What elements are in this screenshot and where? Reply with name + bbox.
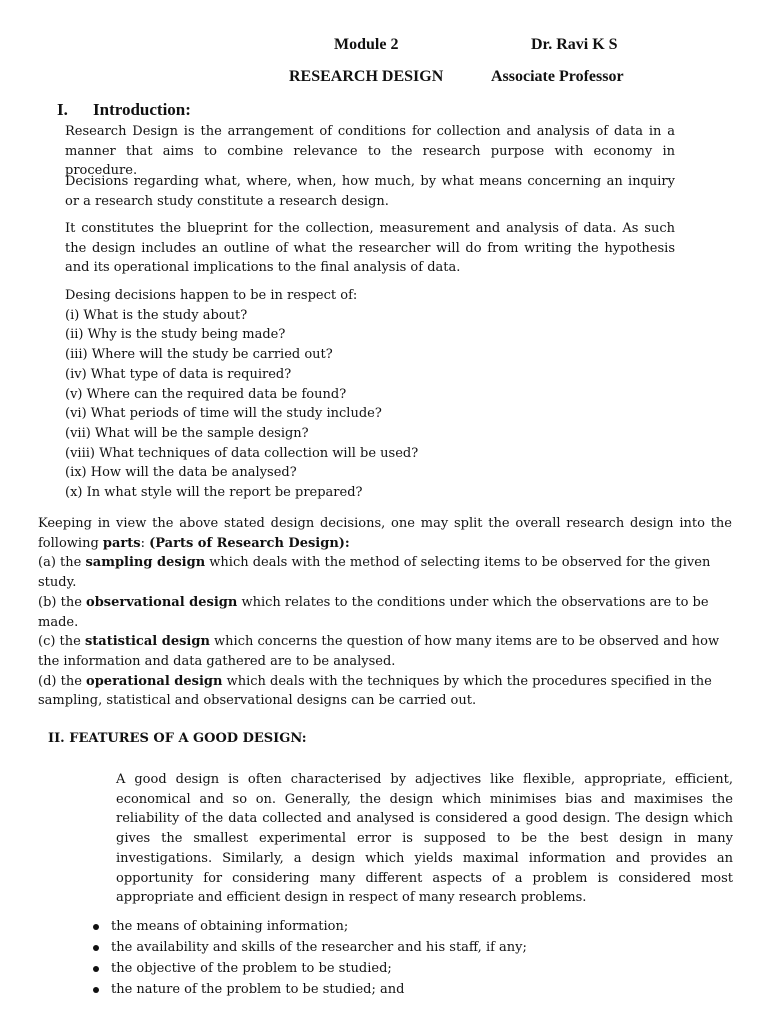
section1-heading: Introduction: [93, 100, 191, 119]
part-name: statistical design [84, 634, 210, 650]
question-item: (iii) Where will the study be carried out? [65, 347, 333, 363]
list-item [89, 979, 729, 1000]
parts-section [38, 514, 732, 711]
question-item: (x) In what style will the report be prepared? [65, 485, 363, 501]
list-item [89, 937, 729, 958]
part-description: which deals with the techniques by which the procedures specified in the sampling, statistical and observational designs can be carried out. [38, 673, 712, 709]
part-item-statistical [38, 632, 732, 671]
bullet-icon [93, 987, 99, 993]
question-item: (vii) What will be the sample design? [65, 425, 309, 441]
part-name: operational design [86, 673, 223, 689]
list-item [89, 916, 729, 937]
parts-bold-word: parts [102, 535, 141, 551]
document-title: RESEARCH DESIGN [289, 68, 444, 85]
author-name: Dr. Ravi K S [531, 36, 618, 53]
part-name: sampling design [85, 555, 206, 571]
decisions-intro: Desing decisions happen to be in respect of: [65, 288, 358, 303]
features-paragraph [116, 770, 733, 908]
features-paragraph-text: A good design is often characterised by adjectives like flexible, appropriate, efficient, economical and so on. Generally, the design which minimises bias and maximises the reliability of the data collected and analysed is considered a good design. The design which gives the smallest experimental error is supposed to be the best design in many investigations. Similarly, a design which yields maximal information and provides an opportunity for considering many different aspects of a problem is considered most appropriate and efficient design in respect of many research problems. [116, 772, 733, 906]
question-item: (ii) Why is the study being made? [65, 327, 286, 343]
part-prefix: (b) the [38, 594, 87, 610]
parts-intro [38, 514, 732, 553]
intro-p1-text: Research Design is the arrangement of conditions for collection and analysis of data in a manner that aims to combine relevance to the research purpose with economy in procedure. [65, 124, 675, 179]
section1-number: I. [57, 100, 68, 119]
bullet-text: the nature of the problem to be studied; and [111, 982, 405, 997]
part-item-observational [38, 593, 732, 632]
part-description: which concerns the question of how many items are to be observed and how the information and data gathered are to be analysed. [38, 634, 720, 669]
part-prefix: (a) the [38, 555, 86, 571]
question-item: (i) What is the study about? [65, 307, 248, 323]
section2-heading: II. FEATURES OF A GOOD DESIGN: [48, 731, 307, 746]
parts-intro-text: Keeping in view the above stated design decisions, one may split the overall research design into the following [38, 516, 732, 551]
bullet-text: the objective of the problem to be studied; [111, 961, 392, 976]
bullet-icon [93, 924, 99, 930]
author-position: Associate Professor [491, 68, 624, 85]
parts-intro-sep: : [140, 535, 150, 551]
bullet-icon [93, 945, 99, 951]
part-description: which deals with the method of selecting items to be observed for the given study. [38, 555, 711, 591]
intro-paragraph-2 [65, 172, 675, 211]
intro-paragraph-3 [65, 219, 675, 278]
bullet-text: the availability and skills of the researcher and his staff, if any; [111, 940, 527, 955]
part-item-sampling [38, 553, 732, 592]
question-item: (ix) How will the data be analysed? [65, 465, 297, 481]
bullet-icon [93, 966, 99, 972]
part-prefix: (d) the [38, 673, 87, 689]
part-item-operational [38, 672, 732, 711]
features-bullet-list [89, 916, 729, 1000]
module-label: Module 2 [334, 36, 399, 53]
design-decisions-list [65, 286, 685, 503]
bullet-text: the means of obtaining information; [111, 919, 349, 934]
part-description: which relates to the conditions under which the observations are to be made. [38, 594, 709, 630]
intro-p3-text: It constitutes the blueprint for the collection, measurement and analysis of data. As such the design includes an outline of what the researcher will do from writing the hypothesis and its operational implications to the final analysis of data. [65, 221, 675, 276]
question-item: (v) Where can the required data be found? [65, 386, 347, 402]
part-prefix: (c) the [38, 634, 85, 650]
list-item [89, 958, 729, 979]
parts-bold-heading: (Parts of Research Design): [149, 535, 350, 551]
question-item: (viii) What techniques of data collection will be used? [65, 445, 419, 461]
intro-p2-text: Decisions regarding what, where, when, how much, by what means concerning an inquiry or a research study constitute a research design. [65, 174, 675, 209]
question-item: (iv) What type of data is required? [65, 366, 292, 382]
part-name: observational design [86, 594, 238, 610]
question-item: (vi) What periods of time will the study include? [65, 406, 382, 422]
